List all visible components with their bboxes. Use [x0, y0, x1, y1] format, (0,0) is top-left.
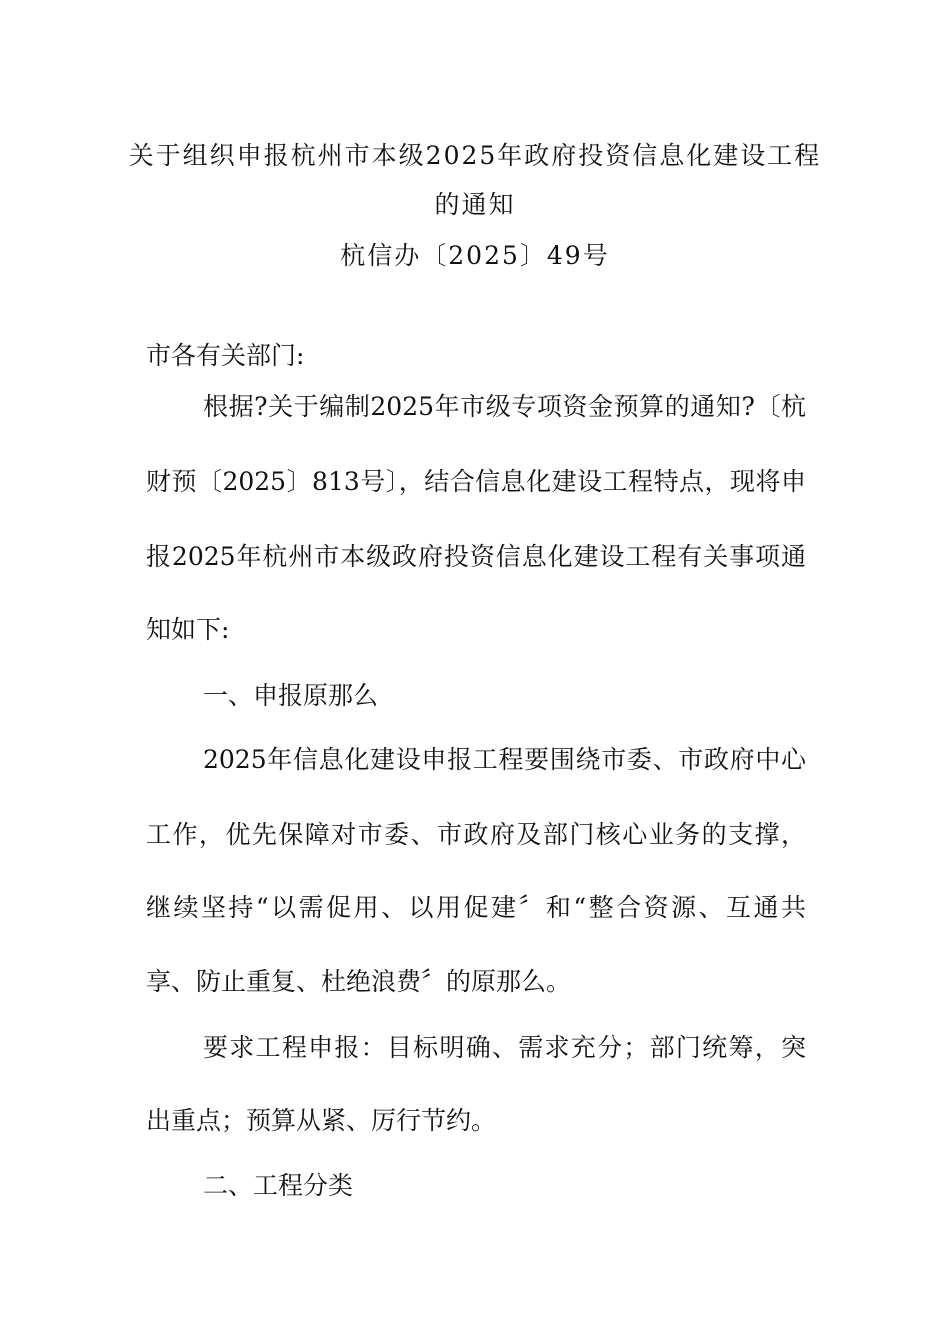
salutation: 市各有关部门: — [146, 341, 305, 370]
section-heading-1: 一、申报原那么 — [203, 681, 379, 710]
section-heading-2: 二、工程分类 — [203, 1171, 354, 1200]
paragraph-line-8: 享、防止重复、杜绝浪费〞的原那么。 — [146, 967, 572, 996]
paragraph-line-1: 根据?关于编制2025年市级专项资金预算的通知?〔杭 — [203, 392, 806, 421]
document-title-line-1: 关于组织申报杭州市本级2025年政府投资信息化建设工程 — [128, 141, 822, 170]
paragraph-line-4: 知如下: — [146, 615, 230, 644]
paragraph-line-5: 2025年信息化建设申报工程要围绕市委、市政府中心 — [203, 745, 806, 774]
paragraph-line-6: 工作，优先保障对市委、市政府及部门核心业务的支撑， — [146, 820, 806, 849]
paragraph-line-9: 要求工程申报：目标明确、需求充分；部门统筹，突 — [203, 1033, 806, 1062]
paragraph-line-3: 报2025年杭州市本级政府投资信息化建设工程有关事项通 — [146, 542, 806, 571]
document-number: 杭信办〔2025〕49号 — [340, 241, 610, 270]
paragraph-line-2: 财预〔2025〕813号〕，结合信息化建设工程特点，现将申 — [146, 467, 806, 496]
document-title-line-2: 的通知 — [434, 190, 516, 219]
paragraph-line-10: 出重点；预算从紧、厉行节约。 — [146, 1106, 497, 1135]
paragraph-line-7: 继续坚持“以需促用、以用促建〞和“整合资源、互通共 — [146, 893, 806, 922]
